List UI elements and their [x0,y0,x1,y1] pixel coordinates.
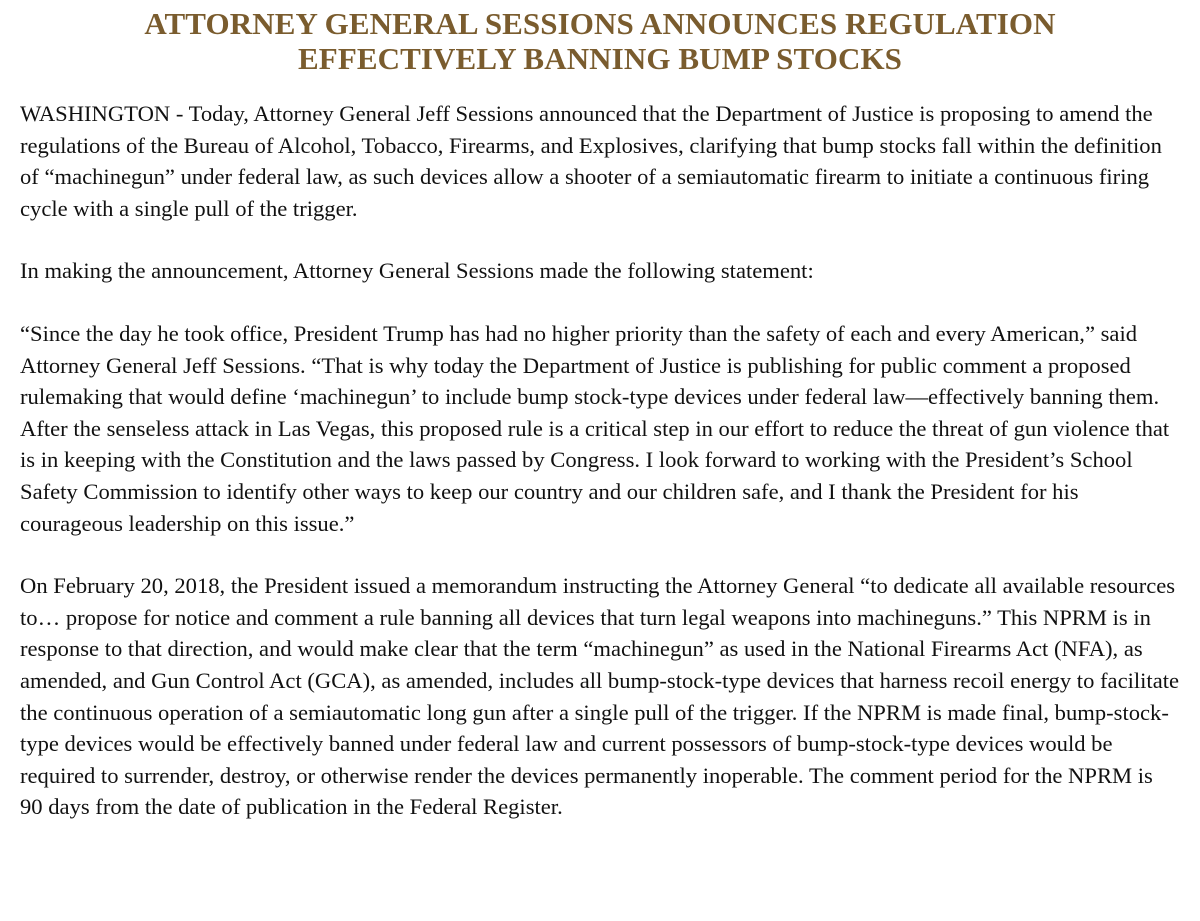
title-line-2: EFFECTIVELY BANNING BUMP STOCKS [298,41,902,76]
paragraph-intro: WASHINGTON - Today, Attorney General Jeff Sessions announced that the Department of Justice is proposing to amend the regulations of the Bureau of Alcohol, Tobacco, Firearms, and Explosives, clarifying that bump stocks fall within the definition of “machinegun” under federal law, as such devices allow a shooter of a semiautomatic firearm to initiate a continuous firing cycle with a single pull of the trigger. [20,101,1162,221]
title-line-1: ATTORNEY GENERAL SESSIONS ANNOUNCES REGULATION [144,6,1056,41]
paragraph-background: On February 20, 2018, the President issued a memorandum instructing the Attorney General “to dedicate all available resources to… propose for notice and comment a rule banning all devices that turn legal weapons into machineguns.” This NPRM is in response to that direction, and would make clear that the term “machinegun” as used in the National Firearms Act (NFA), as amended, and Gun Control Act (GCA), as amended, includes all bump-stock-type devices that harness recoil energy to facilitate the continuous operation of a semiautomatic long gun after a single pull of the trigger. If the NPRM is made final, bump-stock-type devices would be effectively banned under federal law and current possessors of bump-stock-type devices would be required to surrender, destroy, or otherwise render the devices permanently inoperable. The comment period for the NPRM is 90 days from the date of publication in the Federal Register. [20,573,1180,820]
press-release-body [20,98,1180,823]
paragraph-announcement: In making the announcement, Attorney General Sessions made the following statement: [20,258,814,284]
press-release-title [20,6,1180,76]
paragraph-quote: “Since the day he took office, President Trump has had no higher priority than the safety of each and every American,” said Attorney General Jeff Sessions. “That is why today the Department of Justice is publishing for public comment a proposed rulemaking that would define ‘machinegun’ to include bump stock-type devices under federal law—effectively banning them. After the senseless attack in Las Vegas, this proposed rule is a critical step in our effort to reduce the threat of gun violence that is in keeping with the Constitution and the laws passed by Congress. I look forward to working with the President’s School Safety Commission to identify other ways to keep our country and our children safe, and I thank the President for his courageous leadership on this issue.” [20,320,1170,536]
